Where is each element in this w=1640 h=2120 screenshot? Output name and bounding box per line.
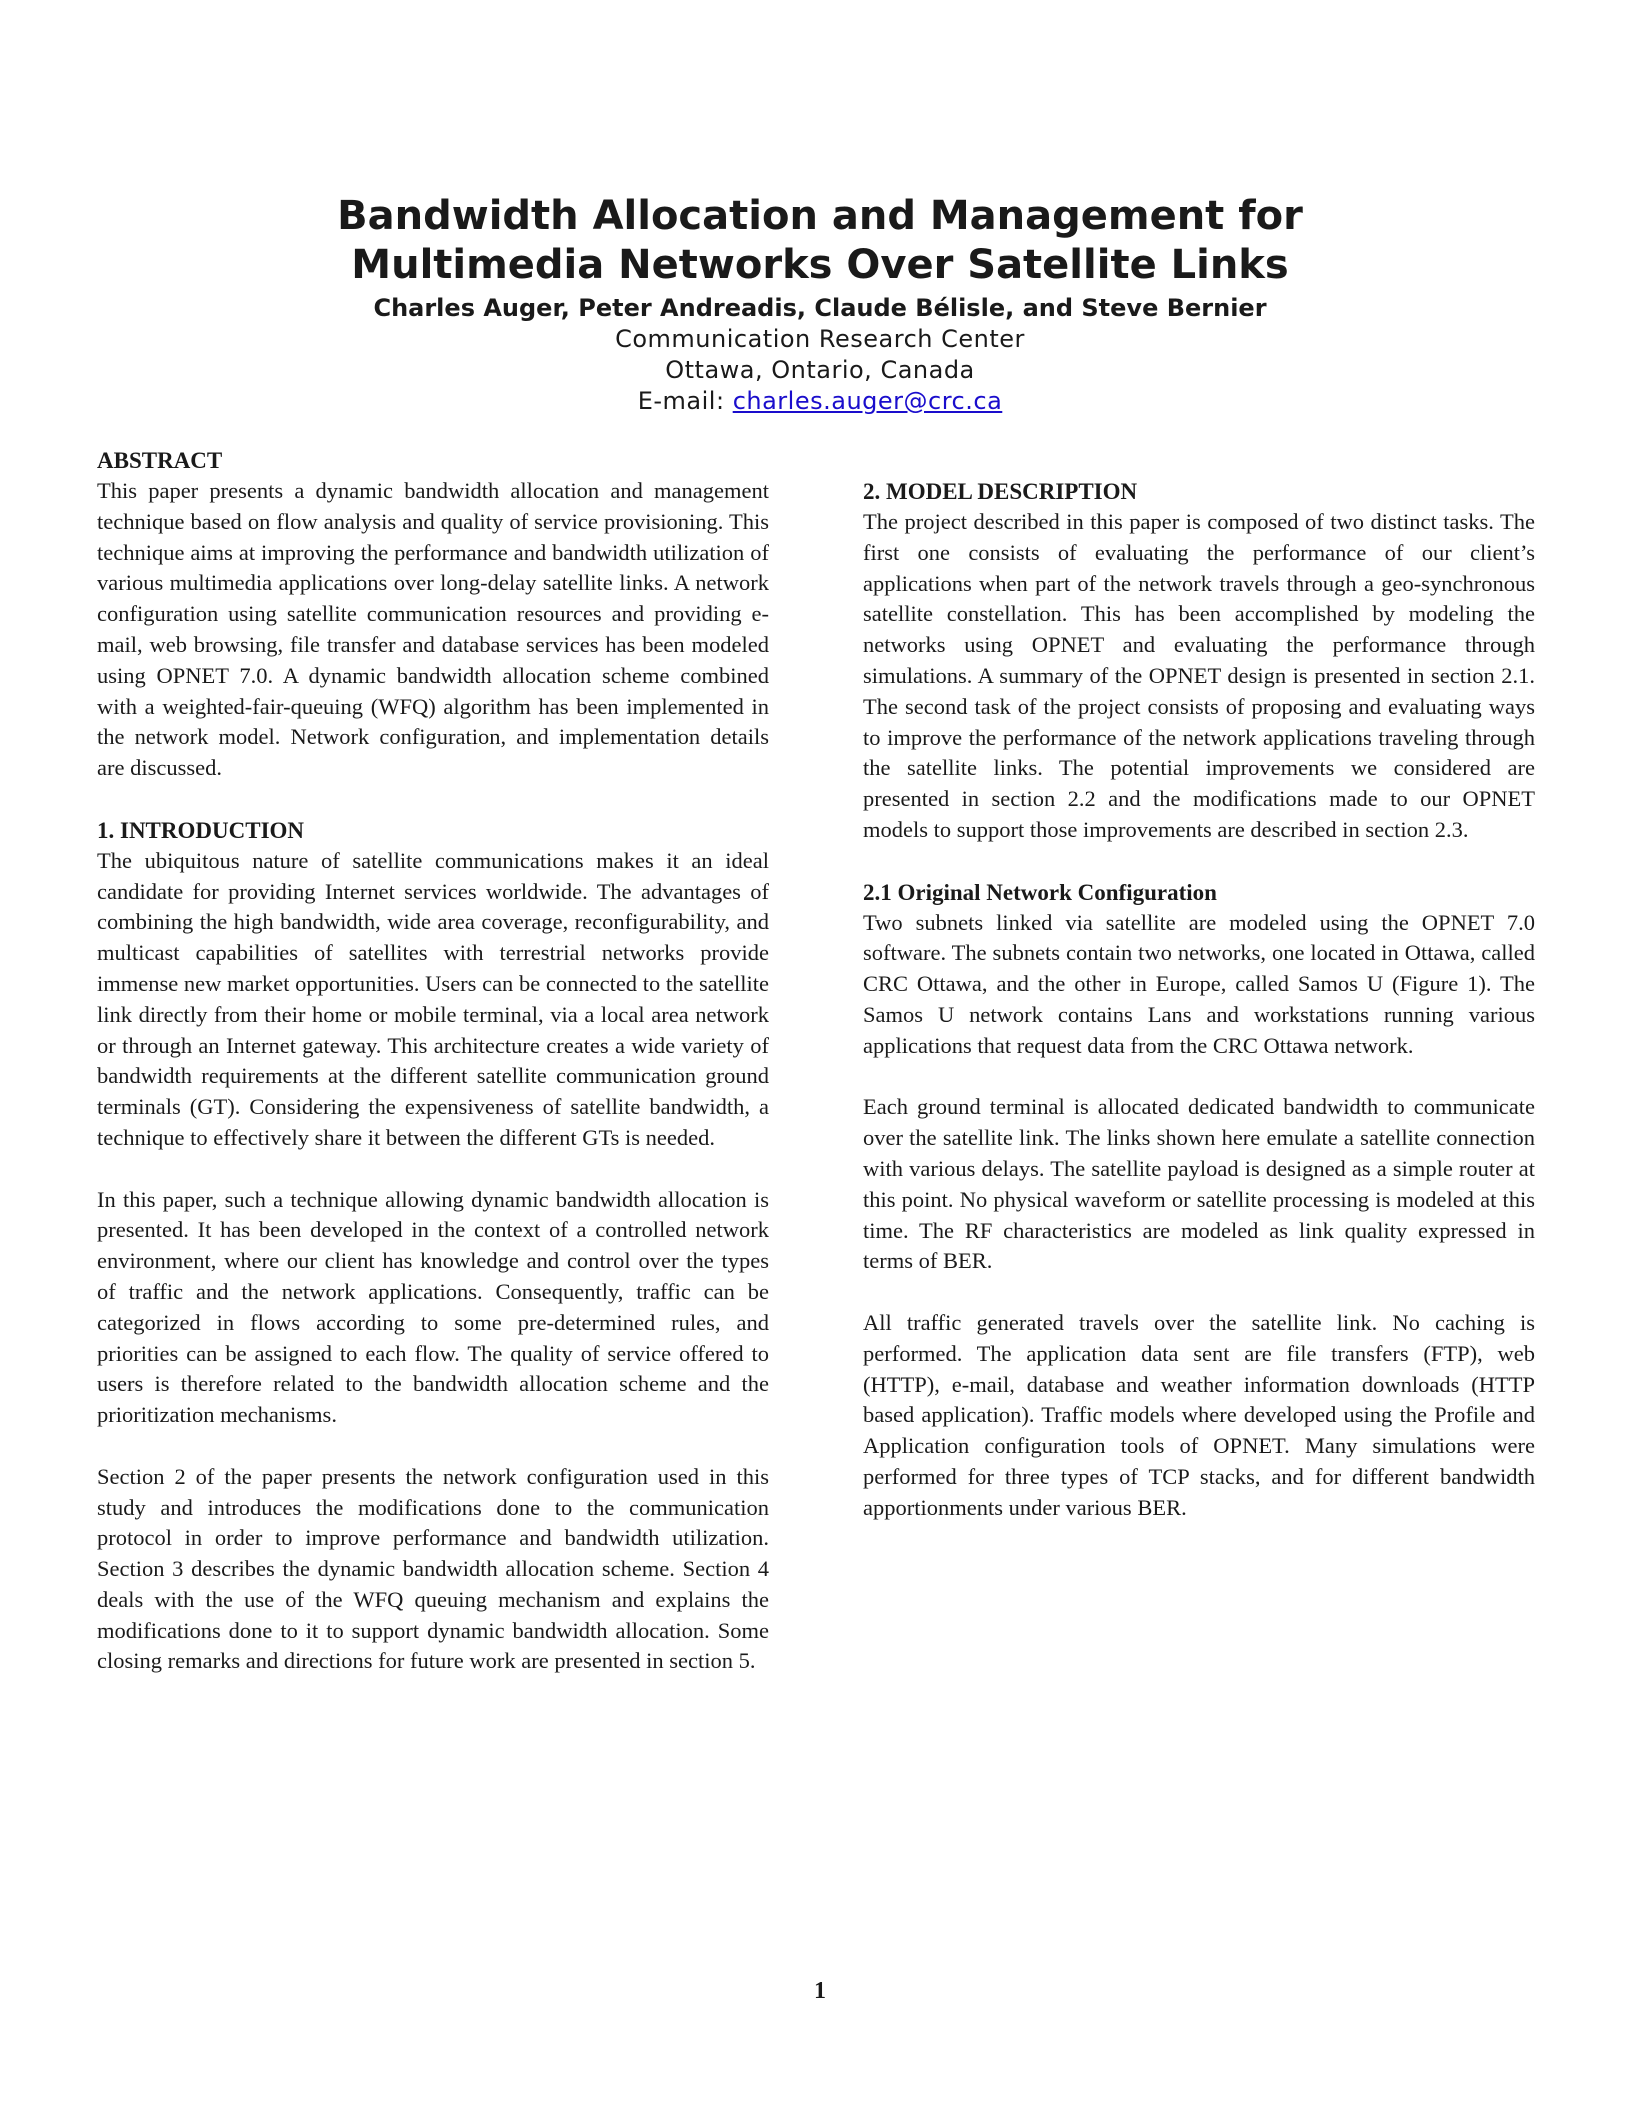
introduction-paragraph-1: The ubiquitous nature of satellite communications makes it an ideal candidate for providing Internet services worldwide. The advantages of combining the high bandwidth, wide area coverage, reconfigurability, and multicast capabilities of satellites with terrestrial networks provide immense new market opportunities. Users can be connected to the satellite link directly from their home or mobile terminal, via a local area network or through an Internet gateway. This architecture creates a wide variety of bandwidth requirements at the different satellite communication ground terminals (GT). Considering the expensiveness of satellite bandwidth, a technique to effectively share it between the different GTs is needed. — [97, 847, 769, 1150]
paragraph-spacer — [863, 846, 1535, 877]
paper-header — [0, 192, 1640, 417]
right-column — [863, 476, 1535, 1524]
author-list: Charles Auger, Peter Andreadis, Claude Bélisle, and Steve Bernier — [373, 294, 1267, 322]
paragraph-spacer — [97, 1154, 769, 1185]
email-label: E-mail: — [637, 387, 733, 415]
subsection-paragraph-3: All traffic generated travels over the satellite link. No caching is performed. The application data sent are file transfers (FTP), web (HTTP), e-mail, database and weather information downloads (HTTP based application). Traffic models where developed using the Profile and Application configuration tools of OPNET. Many simulations were performed for three types of TCP stacks, and for different bandwidth apportionments under various BER. — [863, 1309, 1535, 1520]
model-description-text: The project described in this paper is composed of two distinct tasks. The first one consists of evaluating the performance of our client’s applications when part of the network travels through a geo-synchronous satellite constellation. This has been accomplished by modeling the networks using OPNET and evaluating the performance through simulations. A summary of the OPNET design is presented in section 2.1. The second task of the project consists of proposing and evaluating ways to improve the performance of the network applications traveling through the satellite links. The potential improvements we considered are presented in section 2.2 and the modifications made to our OPNET models to support those improvements are described in section 2.3. — [863, 509, 1535, 842]
paragraph-spacer — [97, 1431, 769, 1462]
title-line-1: Bandwidth Allocation and Management for — [337, 193, 1303, 239]
page-number: 1 — [814, 1978, 826, 2004]
subsection-heading: 2.1 Original Network Configuration — [863, 879, 1217, 905]
paragraph-spacer — [863, 1062, 1535, 1093]
email-line — [0, 386, 1640, 417]
left-column — [97, 445, 769, 1677]
subsection-paragraph-1: Two subnets linked via satellite are modeled using the OPNET 7.0 software. The subnets contain two networks, one located in Ottawa, called CRC Ottawa, and the other in Europe, called Samos U (Figure 1). The Samos U network contains Lans and workstations running various applications that request data from the CRC Ottawa network. — [863, 909, 1535, 1058]
organization: Communication Research Center — [615, 325, 1025, 353]
location: Ottawa, Ontario, Canada — [665, 356, 975, 384]
introduction-heading: 1. INTRODUCTION — [97, 817, 305, 843]
email-link[interactable]: charles.auger@crc.ca — [732, 387, 1003, 415]
title-line-2: Multimedia Networks Over Satellite Links — [351, 242, 1289, 288]
model-description-heading: 2. MODEL DESCRIPTION — [863, 479, 1138, 504]
introduction-paragraph-3: Section 2 of the paper presents the network configuration used in this study and introduces the modifications done to the communication protocol in order to improve performance and bandwidth utilization. Section 3 describes the dynamic bandwidth allocation scheme. Section 4 deals with the use of the WFQ queuing mechanism and explains the modifications done to it to support dynamic bandwidth allocation. Some closing remarks and directions for future work are presented in section 5. — [97, 1463, 769, 1674]
paper-title — [0, 192, 1640, 290]
abstract-heading: ABSTRACT — [97, 448, 223, 473]
paragraph-spacer — [97, 784, 769, 815]
introduction-paragraph-2: In this paper, such a technique allowing dynamic bandwidth allocation is presented. It has been developed in the context of a controlled network environment, where our client has knowledge and control over the types of traffic and the network applications. Consequently, traffic can be categorized in flows according to some pre-determined rules, and priorities can be assigned to each flow. The quality of service offered to users is therefore related to the bandwidth allocation scheme and the prioritization mechanisms. — [97, 1186, 769, 1428]
subsection-paragraph-2: Each ground terminal is allocated dedicated bandwidth to communicate over the satellite link. The links shown here emulate a satellite connection with various delays. The satellite payload is designed as a simple router at this point. No physical waveform or satellite processing is modeled at this time. The RF characteristics are modeled as link quality expressed in terms of BER. — [863, 1094, 1535, 1274]
abstract-text: This paper presents a dynamic bandwidth allocation and management technique based on flow analysis and quality of service provisioning. This technique aims at improving the performance and bandwidth utilization of various multimedia applications over long-delay satellite links. A network configuration using satellite communication resources and providing e-mail, web browsing, file transfer and database services has been modeled using OPNET 7.0. A dynamic bandwidth allocation scheme combined with a weighted-fair-queuing (WFQ) algorithm has been implemented in the network model. Network configuration, and implementation details are discussed. — [97, 478, 769, 781]
paragraph-spacer — [863, 1277, 1535, 1308]
